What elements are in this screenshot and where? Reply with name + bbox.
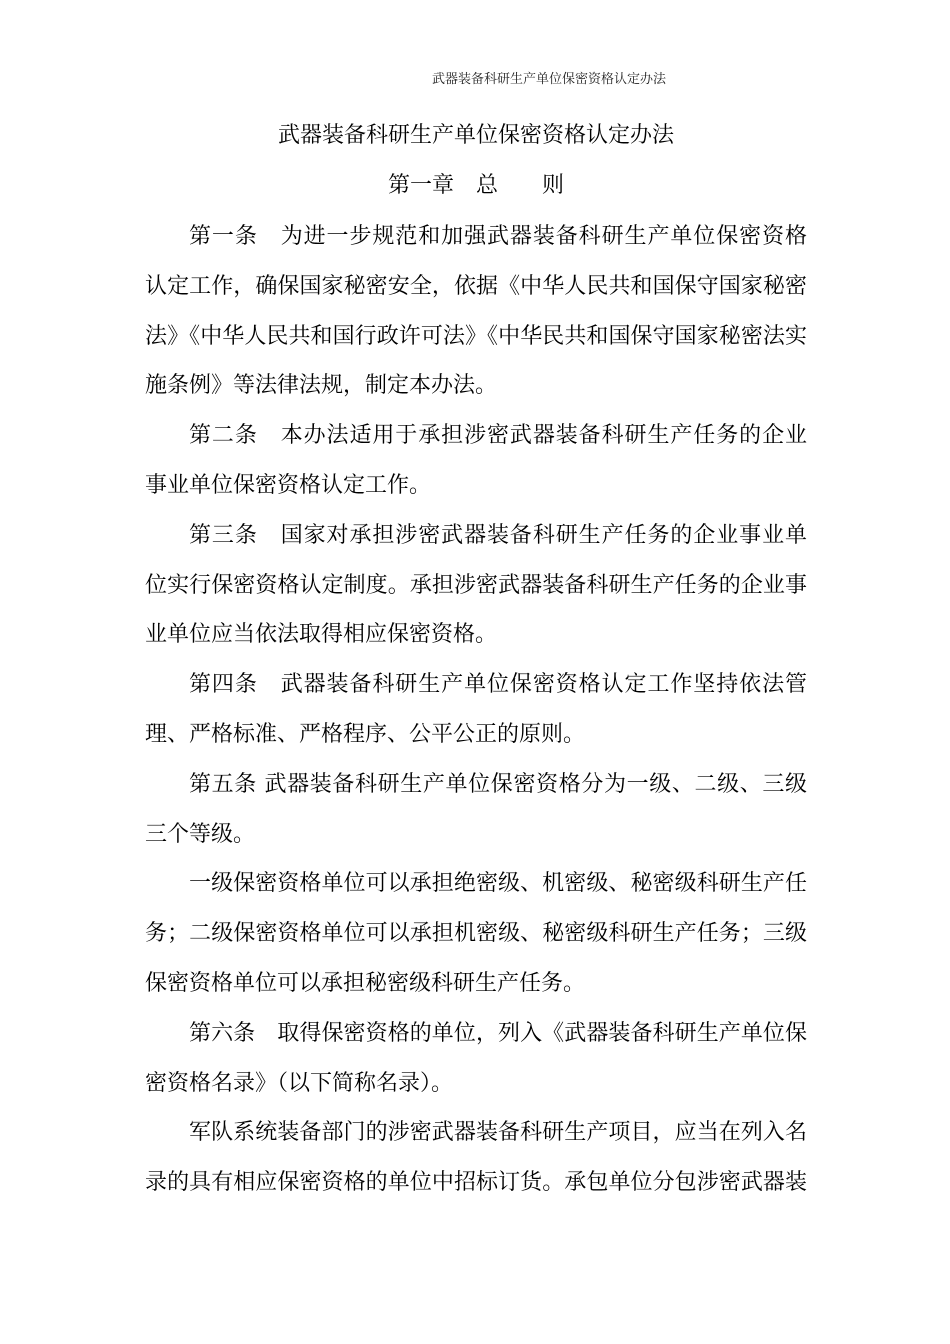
paragraph-line: 认定工作，确保国家秘密安全，依据《中华人民共和国保守国家秘密: [145, 273, 807, 299]
article-6-paragraph: [145, 1009, 807, 1109]
chapter-heading: 第一章 总 则: [387, 173, 564, 198]
paragraph-line: 事业单位保密资格认定工作。: [145, 472, 432, 498]
paragraph-line: 第一条 为进一步规范和加强武器装备科研生产单位保密资格: [189, 224, 807, 249]
paragraph-line: 务；二级保密资格单位可以承担机密级、秘密级科研生产任务；三级: [145, 921, 807, 947]
paragraph-line: 第六条 取得保密资格的单位，列入《武器装备科研生产单位保: [189, 1020, 807, 1046]
paragraph-line: 位实行保密资格认定制度。承担涉密武器装备科研生产任务的企业事: [145, 572, 807, 598]
paragraph-line: 理、严格标准、严格程序、公平公正的原则。: [145, 721, 586, 747]
paragraph-line: 施条例》等法律法规，制定本办法。: [145, 373, 498, 399]
paragraph-line: 录的具有相应保密资格的单位中招标订货。承包单位分包涉密武器装: [145, 1170, 807, 1196]
article-2-paragraph: [145, 411, 807, 511]
article-5-levels-paragraph: [145, 859, 807, 1008]
paragraph-line: 第五条 武器装备科研生产单位保密资格分为一级、二级、三级: [189, 771, 807, 797]
paragraph-line: 一级保密资格单位可以承担绝密级、机密级、秘密级科研生产任: [189, 871, 807, 897]
paragraph-line: 第四条 武器装备科研生产单位保密资格认定工作坚持依法管: [189, 672, 807, 698]
paragraph-line: 三个等级。: [145, 821, 256, 847]
document-body: [145, 212, 807, 1208]
paragraph-line: 保密资格单位可以承担秘密级科研生产任务。: [145, 970, 586, 996]
paragraph-line: 业单位应当依法取得相应保密资格。: [145, 622, 498, 648]
article-4-paragraph: [145, 660, 807, 760]
paragraph-line: 第二条 本办法适用于承担涉密武器装备科研生产任务的企业: [189, 423, 807, 449]
article-3-paragraph: [145, 511, 807, 660]
article-5-paragraph: [145, 760, 807, 860]
paragraph-line: 密资格名录》（以下简称名录）。: [145, 1070, 454, 1096]
document-title: 武器装备科研生产单位保密资格认定办法: [277, 123, 674, 148]
article-6-procurement-paragraph: [145, 1108, 807, 1208]
paragraph-line: 法》《中华人民共和国行政许可法》《中华民共和国保守国家秘密法实: [145, 323, 807, 349]
running-header: 武器装备科研生产单位保密资格认定办法: [432, 72, 667, 87]
header-rule: [145, 98, 807, 99]
paragraph-line: 军队系统装备部门的涉密武器装备科研生产项目，应当在列入名: [189, 1120, 807, 1146]
article-1-paragraph: [145, 212, 807, 411]
paragraph-line: 第三条 国家对承担涉密武器装备科研生产任务的企业事业单: [189, 522, 807, 548]
